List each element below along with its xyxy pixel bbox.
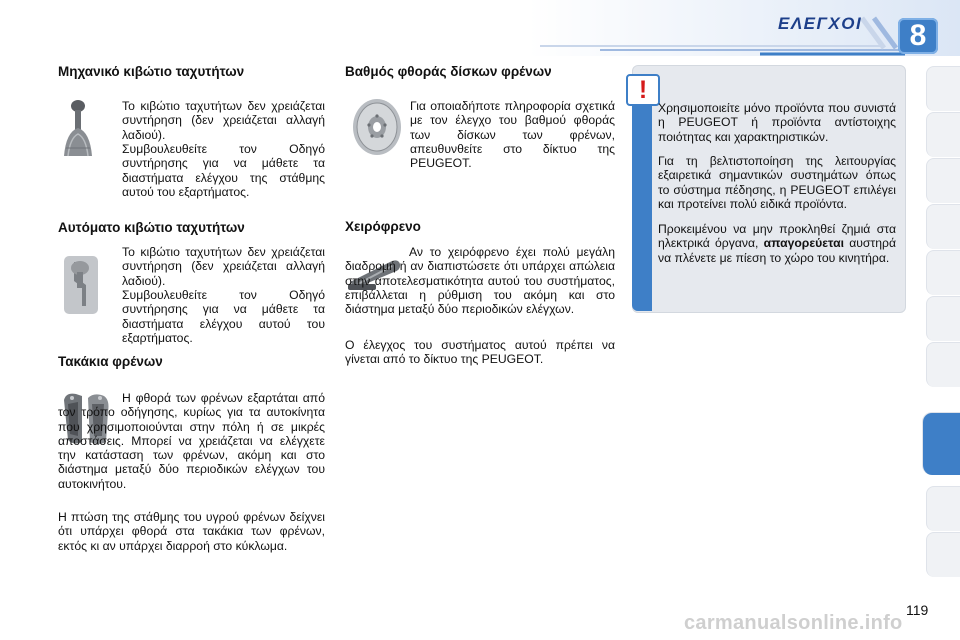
chapter-tab[interactable] (926, 204, 960, 249)
brake-pads-heading: Τακάκια φρένων (58, 354, 163, 369)
info-p3-emphasis: απαγορεύεται (763, 236, 844, 251)
handbrake-heading: Χειρόφρενο (345, 219, 421, 234)
chapter-tab[interactable] (926, 296, 960, 341)
info-paragraph-3 (658, 222, 896, 265)
handbrake-paragraph-2: Ο έλεγχος του συστήματος αυτού πρέπει να γίνεται από το δίκτυο της PEUGEOT. (345, 338, 615, 367)
chapter-tab[interactable] (926, 532, 960, 577)
page-number: 119 (906, 602, 929, 618)
brake-pads-paragraph-2: Η πτώση της στάθμης του υγρού φρένων δείχνει ότι υπάρχει φθορά στα τακάκια των φρένων, εκτός κι αν υπάρχει διαρροή στο κύκλωμα. (58, 510, 325, 553)
brake-discs-heading: Βαθμός φθοράς δίσκων φρένων (345, 64, 552, 79)
info-paragraph-2: Για τη βελτιστοποίηση της λειτουργίας εξαιρετικά σημαντικών συστημάτων όπως το σύστημα πέδησης, η PEUGEOT επιλέγει και προτείνει πολύ ειδικά προϊόντα. (658, 154, 896, 211)
chapter-tab-active[interactable] (922, 412, 960, 475)
chapter-tab[interactable] (926, 158, 960, 203)
chapter-tab[interactable] (926, 66, 960, 111)
automatic-gearbox-paragraph-1: Το κιβώτιο ταχυτήτων δεν χρειάζεται συντήρηση (δεν χρειάζεται αλλαγή λαδιού). (122, 245, 325, 288)
chapter-number-badge: 8 (898, 18, 938, 54)
info-p3-text-end: αυστηρά να πλένετε με πίεση το χώρο του κινητήρα. (658, 236, 896, 265)
manual-gearbox-heading: Μηχανικό κιβώτιο ταχυτήτων (58, 64, 245, 79)
warning-icon (626, 74, 660, 106)
chapter-tab[interactable] (926, 342, 960, 387)
chapter-tab[interactable] (926, 486, 960, 531)
brake-pads-paragraph-1: Η φθορά των φρένων εξαρτάται από τον τρόπο οδήγησης, κυρίως για τα αυτοκίνητα που χρησιμοποιούνται στην πόλη ή σε μικρές αποστάσεις. Μπορεί να χρειάζεται να ελέγχετε την κατάσταση των φρένων, ακόμη και στο διάστημα μεταξύ δύο περιοδικών ελέγχων του αυτοκινήτου. (58, 391, 325, 491)
gear-lever-icon (56, 98, 100, 158)
chapter-title: ΕΛΕΓΧΟΙ (778, 14, 863, 33)
automatic-gearbox-heading: Αυτόματο κιβώτιο ταχυτήτων (58, 220, 245, 235)
watermark: carmanualsonline.info (684, 612, 903, 634)
manual-gearbox-paragraph-1: Το κιβώτιο ταχυτήτων δεν χρειάζεται συντήρηση (δεν χρειάζεται αλλαγή λαδιού). (122, 99, 325, 142)
brake-discs-paragraph-1: Για οποιαδήποτε πληροφορία σχετικά με τον έλεγχο του βαθμού φθοράς των δίσκων των φρένων, απευθυνθείτε στο δίκτυο της PEUGEOT. (410, 99, 615, 171)
automatic-selector-icon (58, 250, 104, 318)
info-box-accent-strip (632, 100, 652, 311)
manual-gearbox-paragraph-2: Συμβουλευθείτε τον Οδηγό συντήρησης για να μάθετε τα διαστήματα ελέγχου της στάθμης αυτού του εξαρτήματος. (122, 142, 325, 199)
info-paragraph-1: Χρησιμοποιείτε μόνο προϊόντα που συνιστά η PEUGEOT ή προϊόντα αντίστοιχης ποιότητας και χαρακτηριστικών. (658, 101, 896, 144)
handbrake-paragraph-1: Αν το χειρόφρενο έχει πολύ μεγάλη διαδρομή ή αν διαπιστώσετε ότι υπάρχει απώλεια στην αποτελεσματικότητα αυτού του συστήματος, επιβάλλεται η ρύθμιση του ακόμη και στο διάστημα μεταξύ δύο περιοδικών ελέγχων. (345, 245, 615, 317)
chapter-tab-rail (926, 66, 960, 586)
chapter-tab[interactable] (926, 112, 960, 157)
info-p3-text-start: Προκειμένου να μην προκληθεί ζημιά στα ηλεκτρικά όργανα, (658, 222, 896, 251)
brake-disc-icon (350, 96, 404, 158)
automatic-gearbox-paragraph-2: Συμβουλευθείτε τον Οδηγό συντήρησης για να μάθετε τα διαστήματα ελέγχου αυτού του εξαρτήματος. (122, 288, 325, 345)
warning-symbol: ! (638, 76, 648, 104)
chapter-tab[interactable] (926, 250, 960, 295)
